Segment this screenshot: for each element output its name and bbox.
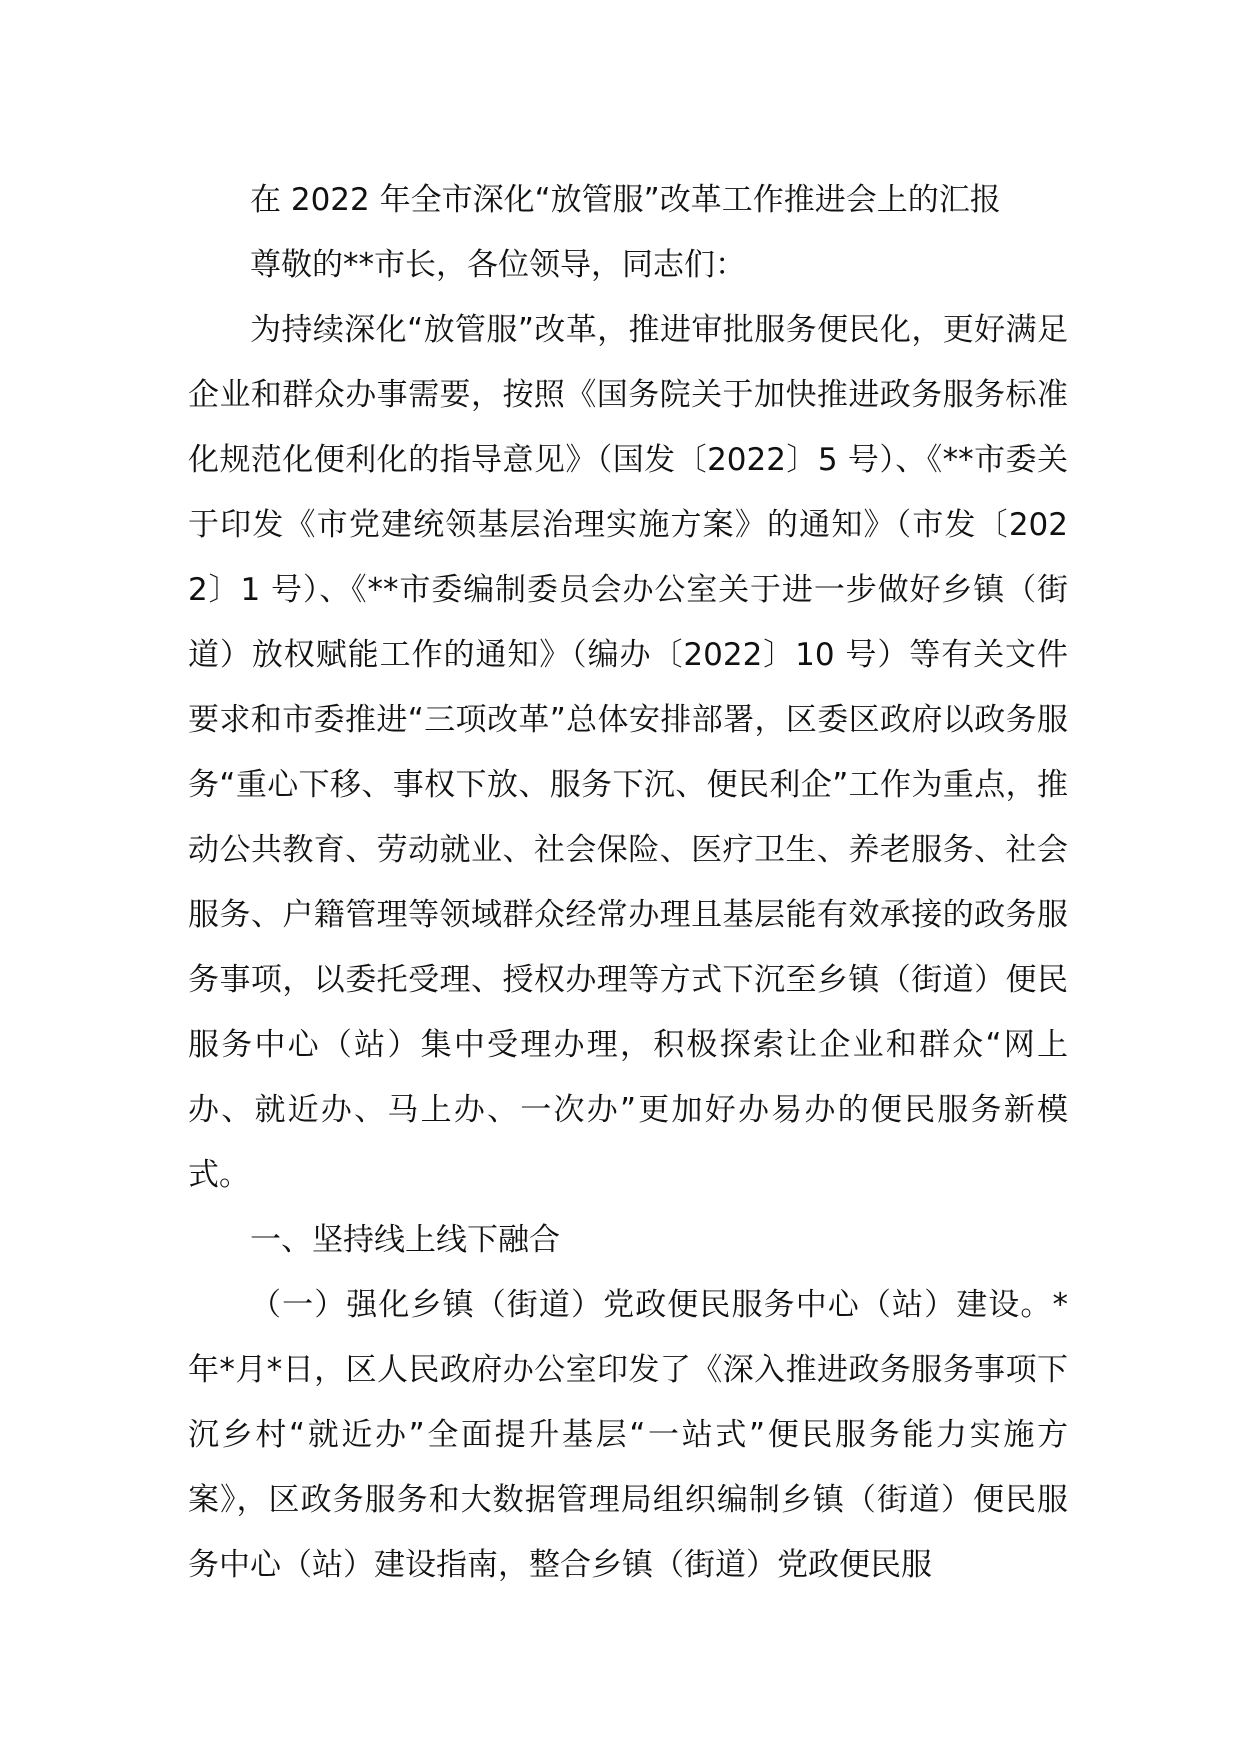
document-body <box>188 168 1068 1598</box>
intro-paragraph: 为持续深化“放管服”改革，推进审批服务便民化，更好满足企业和群众办事需要，按照《国务院关于加快推进政务服务标准化规范化便利化的指导意见》（国发〔2022〕5 号）、《**市委关于印发《市党建统领基层治理实施方案》的通知》（市发〔2022〕1 号）、《**市委编制委员会办公室关于进一步做好乡镇（街道）放权赋能工作的通知》（编办〔2022〕10 号）等有关文件要求和市委推进“三项改革”总体安排部署，区委区政府以政务服务“重心下移、事权下放、服务下沉、便民利企”工作为重点，推动公共教育、劳动就业、社会保险、医疗卫生、养老服务、社会服务、户籍管理等领域群众经常办理且基层能有效承接的政务服务事项，以委托受理、授权办理等方式下沉至乡镇（街道）便民服务中心（站）集中受理办理，积极探索让企业和群众“网上办、就近办、马上办、一次办”更加好办易办的便民服务新模式。 <box>188 312 1068 1193</box>
document-title: 在 2022 年全市深化“放管服”改革工作推进会上的汇报 <box>250 182 1001 218</box>
salutation: 尊敬的**市长，各位领导，同志们： <box>250 247 746 283</box>
subsection-paragraph: （一）强化乡镇（街道）党政便民服务中心（站）建设。*年*月*日，区人民政府办公室印发了《深入推进政务服务事项下沉乡村“就近办”全面提升基层“一站式”便民服务能力实施方案》，区政务服务和大数据管理局组织编制乡镇（街道）便民服务中心（站）建设指南，整合乡镇（街道）党政便民服 <box>188 1287 1068 1583</box>
section-heading: 一、坚持线上线下融合 <box>250 1222 560 1258</box>
